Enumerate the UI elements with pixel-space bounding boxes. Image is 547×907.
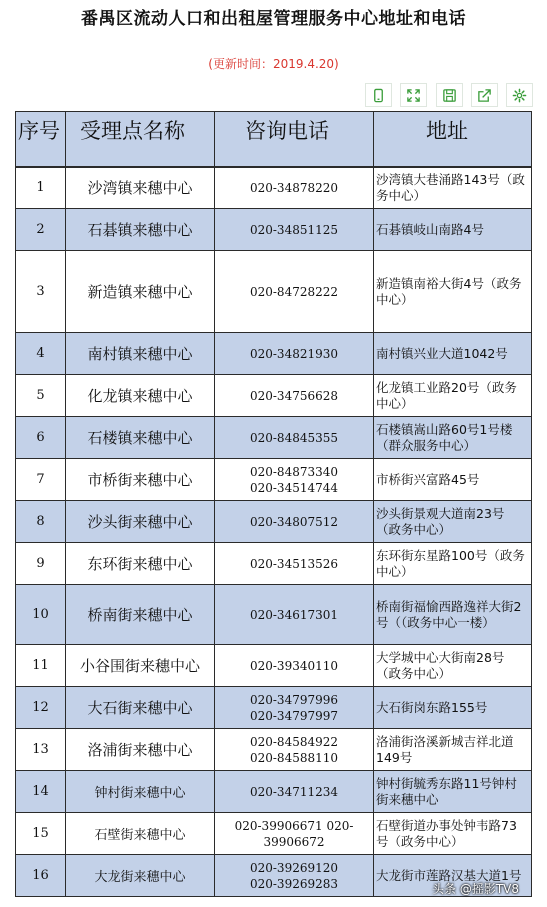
center-name: 大龙街来穗中心: [66, 855, 215, 897]
fullscreen-button[interactable]: [400, 83, 427, 107]
phone-cell: [215, 209, 374, 251]
phone-number: 020-34514744: [249, 480, 339, 495]
row-number: 1: [16, 167, 66, 209]
row-number: 6: [16, 417, 66, 459]
row-number: 12: [16, 687, 66, 729]
phone-number: 020-39906671 020-39906672: [234, 818, 354, 849]
phone-cell: [215, 167, 374, 209]
phone-number: 020-39269120: [249, 860, 339, 875]
table-row: [16, 333, 532, 375]
phone-cell: [215, 333, 374, 375]
phone-cell: [215, 375, 374, 417]
phone-cell: [215, 251, 374, 333]
table-row: [16, 687, 532, 729]
expand-icon: [406, 88, 421, 103]
phone-number: 020-34797997: [249, 708, 339, 723]
center-name: 新造镇来穗中心: [66, 251, 215, 333]
phone-cell: [215, 645, 374, 687]
phone-number: 020-39340110: [249, 658, 339, 673]
center-name: 市桥街来穗中心: [66, 459, 215, 501]
row-number: 14: [16, 771, 66, 813]
phone-number: 020-34878220: [249, 180, 339, 195]
phone-number: 020-84588110: [249, 750, 339, 765]
table-row: [16, 375, 532, 417]
address-cell: 沙头街景观大道南23号（政务中心）: [374, 501, 532, 543]
phone-cell: [215, 417, 374, 459]
phone-number: 020-34807512: [249, 514, 339, 529]
address-cell: 桥南街福愉西路逸祥大街2号（（政务中心一楼）: [374, 585, 532, 645]
phone-cell: [215, 813, 374, 855]
phone-number: 020-84845355: [249, 430, 339, 445]
table-row: [16, 167, 532, 209]
center-name: 东环街来穗中心: [66, 543, 215, 585]
phone-number: 020-34711234: [249, 784, 339, 799]
address-cell: 大石街岗东路155号: [374, 687, 532, 729]
phone-cell: [215, 501, 374, 543]
center-name: 石楼镇来穗中心: [66, 417, 215, 459]
row-number: 4: [16, 333, 66, 375]
row-number: 16: [16, 855, 66, 897]
phone-cell: [215, 771, 374, 813]
share-icon: [477, 88, 492, 103]
table-row: [16, 813, 532, 855]
row-number: 2: [16, 209, 66, 251]
address-cell: 市桥街兴富路45号: [374, 459, 532, 501]
center-name: 石碁镇来穗中心: [66, 209, 215, 251]
share-button[interactable]: [471, 83, 498, 107]
table-row: [16, 729, 532, 771]
phone-number: 020-84873340: [249, 464, 339, 479]
address-cell: 化龙镇工业路20号（政务中心）: [374, 375, 532, 417]
address-cell: 南村镇兴业大道1042号: [374, 333, 532, 375]
center-name: 桥南街来穗中心: [66, 585, 215, 645]
phone-number: 020-34756628: [249, 388, 339, 403]
header-phone: 咨询电话: [215, 112, 374, 167]
row-number: 7: [16, 459, 66, 501]
address-cell: 大学城中心大街南28号（政务中心）: [374, 645, 532, 687]
save-icon: [442, 88, 457, 103]
row-number: 5: [16, 375, 66, 417]
header-no: 序号: [16, 112, 66, 167]
phone-cell: [215, 543, 374, 585]
table-row: [16, 645, 532, 687]
address-cell: 大龙街市莲路汉基大道1号: [374, 855, 532, 897]
gear-icon: [512, 88, 527, 103]
table-row: [16, 251, 532, 333]
phone-number: 020-34513526: [249, 556, 339, 571]
table-row: [16, 459, 532, 501]
table-row: [16, 585, 532, 645]
phone-button[interactable]: [365, 83, 392, 107]
page-title: 番禺区流动人口和出租屋管理服务中心地址和电话: [81, 9, 466, 29]
center-name: 小谷围街来穗中心: [66, 645, 215, 687]
row-number: 8: [16, 501, 66, 543]
phone-number: 020-34797996: [249, 692, 339, 707]
service-center-table: [15, 111, 532, 897]
phone-cell: [215, 687, 374, 729]
address-cell: 钟村街毓秀东路11号钟村街来穗中心: [374, 771, 532, 813]
phone-number: 020-84728222: [249, 284, 339, 299]
address-cell: 石碁镇岐山南路4号: [374, 209, 532, 251]
table-header-row: [16, 112, 532, 167]
phone-cell: [215, 459, 374, 501]
table-row: [16, 209, 532, 251]
center-name: 钟村街来穗中心: [66, 771, 215, 813]
center-name: 大石街来穗中心: [66, 687, 215, 729]
header-name: 受理点名称: [66, 112, 215, 167]
header-address: 地址: [374, 112, 532, 167]
phone-number: 020-39269283: [249, 876, 339, 891]
row-number: 9: [16, 543, 66, 585]
center-name: 沙头街来穗中心: [66, 501, 215, 543]
phone-cell: [215, 855, 374, 897]
row-number: 15: [16, 813, 66, 855]
address-cell: 东环街东星路100号（政务中心）: [374, 543, 532, 585]
table-row: [16, 501, 532, 543]
row-number: 3: [16, 251, 66, 333]
phone-number: 020-84584922: [249, 734, 339, 749]
table-row: [16, 771, 532, 813]
phone-cell: [215, 729, 374, 771]
address-cell: 新造镇南裕大街4号（政务中心）: [374, 251, 532, 333]
center-name: 化龙镇来穗中心: [66, 375, 215, 417]
table-row: [16, 543, 532, 585]
center-name: 沙湾镇来穗中心: [66, 167, 215, 209]
center-name: 南村镇来穗中心: [66, 333, 215, 375]
table-row: [16, 417, 532, 459]
row-number: 10: [16, 585, 66, 645]
phone-number: 020-34851125: [249, 222, 339, 237]
center-name: 洛浦街来穗中心: [66, 729, 215, 771]
phone-number: 020-34617301: [249, 607, 339, 622]
row-number: 11: [16, 645, 66, 687]
address-cell: 石楼镇嵩山路60号1号楼（群众服务中心）: [374, 417, 532, 459]
toolbar: [365, 82, 533, 108]
address-cell: 沙湾镇大巷涌路143号（政务中心）: [374, 167, 532, 209]
phone-number: 020-34821930: [249, 346, 339, 361]
save-button[interactable]: [436, 83, 463, 107]
phone-cell: [215, 585, 374, 645]
phone-icon: [371, 88, 386, 103]
address-cell: 洛浦街洛溪新城吉祥北道149号: [374, 729, 532, 771]
watermark: 头条 @摇影TV8: [432, 882, 519, 896]
settings-button[interactable]: [506, 83, 533, 107]
update-note: (更新时间：2019.4.20): [208, 57, 339, 71]
address-cell: 石壁街道办事处钟韦路73号（政务中心）: [374, 813, 532, 855]
center-name: 石壁街来穗中心: [66, 813, 215, 855]
row-number: 13: [16, 729, 66, 771]
